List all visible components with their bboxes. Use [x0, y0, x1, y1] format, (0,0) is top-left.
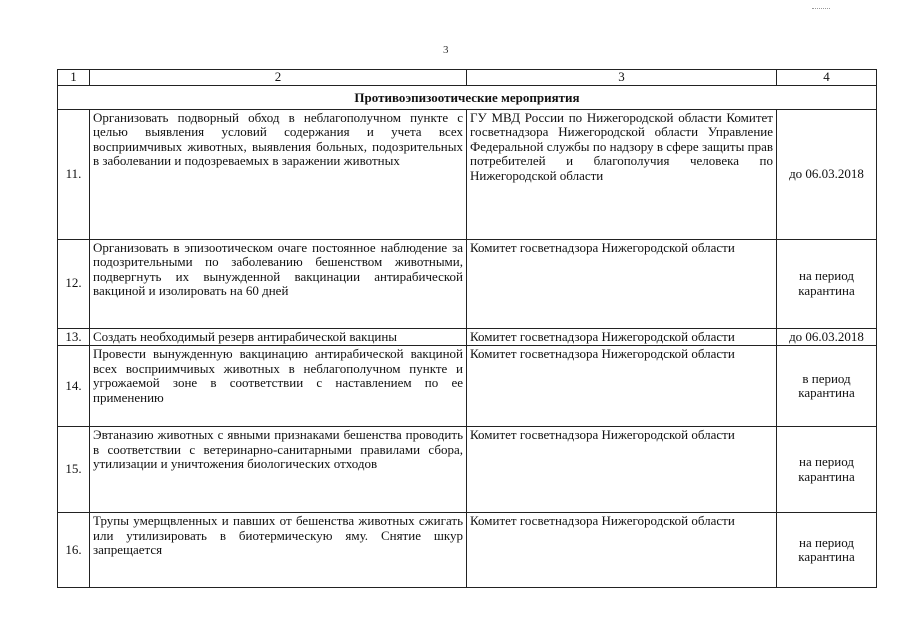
row-responsible: Комитет госветнадзора Нижегородской области	[467, 427, 777, 513]
table-row	[58, 427, 877, 513]
row-term: до 06.03.2018	[777, 328, 877, 346]
row-number: 15.	[58, 427, 90, 513]
measures-table	[57, 69, 877, 588]
header-cell: 2	[90, 70, 467, 86]
header-cell: 3	[467, 70, 777, 86]
table-row	[58, 513, 877, 588]
table-row	[58, 328, 877, 346]
section-row	[58, 85, 877, 109]
row-task: Трупы умерщвленных и павших от бешенства животных сжигать или утилизировать в биотермическую яму. Снятие шкур запрещается	[90, 513, 467, 588]
row-task: Организовать подворный обход в неблагополучном пункте с целью выявления условий содержания и учета всех восприимчивых животных, выявления больных, подозрительных в заболевании и подозреваемых в заражении животных	[90, 109, 467, 239]
row-term: на период карантина	[777, 427, 877, 513]
page-number: 3	[443, 44, 449, 56]
table-row	[58, 346, 877, 427]
header-cell: 1	[58, 70, 90, 86]
header-cell: 4	[777, 70, 877, 86]
row-responsible: Комитет госветнадзора Нижегородской области	[467, 239, 777, 328]
table-row	[58, 239, 877, 328]
row-responsible: Комитет госветнадзора Нижегородской области	[467, 346, 777, 427]
row-number: 13.	[58, 328, 90, 346]
row-task: Организовать в эпизоотическом очаге постоянное наблюдение за подозрительными по заболеванию бешенством животными, подвергнуть их вынужденной вакцинации антирабической вакциной и изолировать на 60 дней	[90, 239, 467, 328]
corner-mark	[812, 8, 830, 9]
row-term: на период карантина	[777, 513, 877, 588]
row-number: 16.	[58, 513, 90, 588]
row-task: Провести вынужденную вакцинацию антирабической вакциной всех восприимчивых животных в неблагополучном пункте и угрожаемой зоне в соответствии с наставлением по ее применению	[90, 346, 467, 427]
row-term: до 06.03.2018	[777, 109, 877, 239]
row-number: 12.	[58, 239, 90, 328]
row-task: Создать необходимый резерв антирабической вакцины	[90, 328, 467, 346]
table-row	[58, 109, 877, 239]
row-responsible: Комитет госветнадзора Нижегородской области	[467, 328, 777, 346]
section-title: Противоэпизоотические мероприятия	[58, 85, 877, 109]
row-task: Эвтаназию животных с явными признаками бешенства проводить в соответствии с ветеринарно-санитарными правилами сбора, утилизации и уничтожения биологических отходов	[90, 427, 467, 513]
row-term: на период карантина	[777, 239, 877, 328]
row-number: 14.	[58, 346, 90, 427]
row-responsible: ГУ МВД России по Нижегородской области Комитет госветнадзора Нижегородской области Управление Федеральной службы по надзору в сфере защиты прав потребителей и благополучия человека по Нижегородской области	[467, 109, 777, 239]
row-term: в период карантина	[777, 346, 877, 427]
row-responsible: Комитет госветнадзора Нижегородской области	[467, 513, 777, 588]
header-row	[58, 70, 877, 86]
row-number: 11.	[58, 109, 90, 239]
